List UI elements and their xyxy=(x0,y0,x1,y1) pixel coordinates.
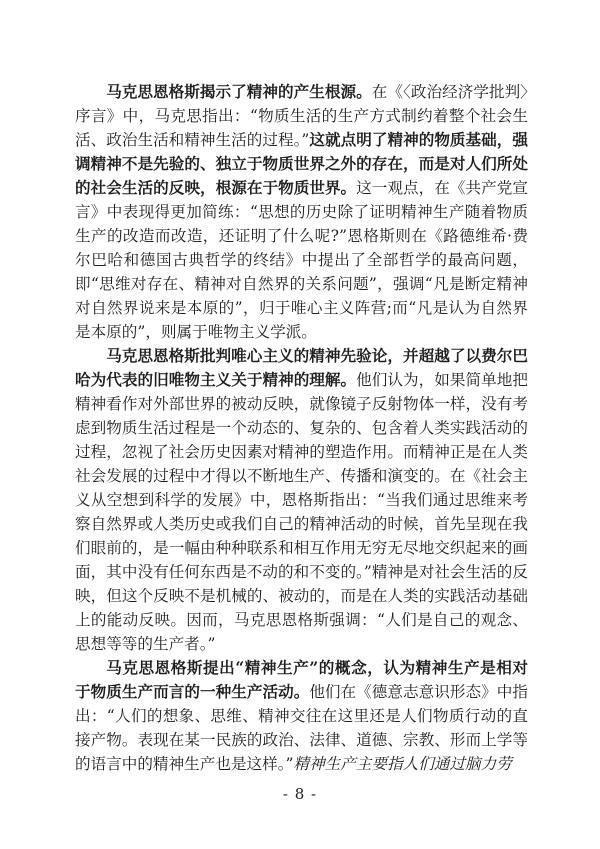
text-segment-regular: 他们在《德意志意识形态》中指出：“人们的想象、思维、精神交往在这里还是人们物质行动的直接产物。表现在某一民族的政治、法律、道德、宗教、形而上学等的语言中的精神生产也是这样。” xyxy=(75,683,528,773)
body-text xyxy=(75,80,528,776)
page-number: - 8 - xyxy=(282,785,318,803)
text-segment-regular: 在《〈政治经济学批判〉序言》中，马克思指出：“物质生活的生产方式制约着整个社会生活、政治生活和精神生活的过程。” xyxy=(75,83,528,149)
paragraph xyxy=(75,656,528,776)
text-segment-regular: 他们认为，如果简单地把精神看作对外部世界的被动反映，就像镜子反射物体一样，没有考虑到物质生活过程是一个动态的、复杂的、包含着人类实践活动的过程，忽视了社会历史因素对精神的塑造作用。而精神正是在人类社会发展的过程中才得以不断地生产、传播和演变的。在《社会主义从空想到科学的发展》中，恩格斯指出：“当我们通过思维来考察自然界或人类历史或我们自己的精神活动的时候，首先呈现在我们眼前的，是一幅由种种联系和相互作用无穷无尽地交织起来的画面，其中没有任何东西是不动的和不变的。”精神是对社会生活的反映，但这个反映不是机械的、被动的，而是在人类的实践活动基础上的能动反映。因而，马克思恩格斯强调：“人们是自己的观念、思想等等的生产者。” xyxy=(75,371,528,653)
text-segment-regular: 这一观点，在《共产党宣言》中表现得更加简练：“思想的历史除了证明精神生产随着物质生产的改造而改造，还证明了什么呢?”恩格斯则在《路德维希·费尔巴哈和德国古典哲学的终结》中提出了全部哲学的最高问题，即“思维对存在、精神对自然界的关系问题”，强调“凡是断定精神对自然界说来是本原的”，归于唯心主义阵营;而“凡是认为自然界是本原的”，则属于唯物主义学派。 xyxy=(75,179,528,341)
text-segment-bold: 这就点明了精神的物质基础，强调精神不是先验的、独立于物质世界之外的存在，而是对人们所处的社会生活的反映，根源在于物质世界。 xyxy=(75,130,528,197)
text-segment-bold: 马克思恩格斯提出“精神生产”的概念，认为精神生产是相对于物质生产而言的一种生产活动。 xyxy=(75,658,528,701)
paragraph xyxy=(75,344,528,656)
text-segment-kai: 精神生产主要指人们通过脑力劳 xyxy=(293,755,512,773)
paragraph xyxy=(75,80,528,344)
text-segment-bold: 马克思恩格斯批判唯心主义的精神先验论，并超越了以费尔巴哈为代表的旧唯物主义关于精神的理解。 xyxy=(75,346,528,389)
text-segment-bold: 马克思恩格斯揭示了精神的产生根源。 xyxy=(106,82,372,101)
